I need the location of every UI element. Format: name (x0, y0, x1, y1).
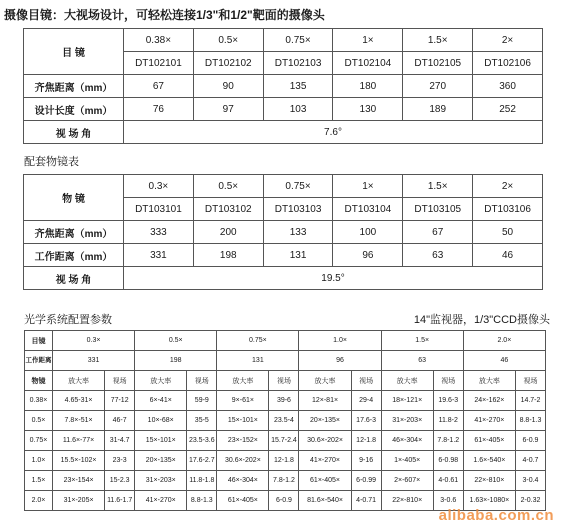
cell: 7.8×-51× (53, 411, 105, 431)
cell: 1× (333, 175, 403, 198)
cell: 1.5× (381, 331, 463, 351)
cell: 6×-41× (135, 391, 187, 411)
cell: 12-1.8 (269, 451, 299, 471)
eyepiece-table (23, 28, 543, 144)
cell: 6-0.99 (351, 471, 381, 491)
cell: 4-0.7 (515, 451, 545, 471)
cell: 35-5 (187, 411, 217, 431)
cell: 3-0.6 (433, 491, 463, 511)
cell: 4-0.61 (433, 471, 463, 491)
cell: 96 (333, 244, 403, 267)
cell: 1.6×-540× (463, 451, 515, 471)
cell: 270 (403, 75, 473, 98)
watermark: alibaba.com.cn (438, 507, 554, 524)
cell: 23.5-3.6 (187, 431, 217, 451)
cell: 0.38× (124, 29, 194, 52)
cell: 0.3× (53, 331, 135, 351)
config-table (24, 330, 546, 511)
cell: 333 (124, 221, 194, 244)
cell: 131 (217, 351, 299, 371)
cell: 81.6×-540× (299, 491, 351, 511)
cell: 46×-304× (217, 471, 269, 491)
cell: 7.8-1.2 (269, 471, 299, 491)
cell: 2× (473, 175, 543, 198)
col-header: 放大率 (217, 371, 269, 391)
col-header: 放大率 (463, 371, 515, 391)
cell: DT102104 (333, 52, 403, 75)
cell: 19.5° (124, 267, 543, 290)
cell: 41×-270× (135, 491, 187, 511)
row-label: 视 场 角 (24, 121, 124, 144)
cell: 1.5× (403, 175, 473, 198)
cell: 61×-405× (217, 491, 269, 511)
cell: 15.5×-102× (53, 451, 105, 471)
table-row (24, 267, 543, 290)
cell: 252 (473, 98, 543, 121)
cell: 41×-270× (299, 451, 351, 471)
row-label: 0.75× (25, 431, 53, 451)
cell: 100 (333, 221, 403, 244)
cell: 14.7-2 (515, 391, 545, 411)
cell: 133 (263, 221, 333, 244)
cell: 131 (263, 244, 333, 267)
table-row (24, 98, 543, 121)
cell: 2×-607× (381, 471, 433, 491)
cell: 6-0.9 (515, 431, 545, 451)
cell: DT103102 (193, 198, 263, 221)
row-label: 物 镜 (24, 175, 124, 221)
section1-title: 摄像目镜：大视场设计，可轻松连接1/3"和1/2"靶面的摄像头 (4, 8, 325, 22)
cell: 24×-162× (463, 391, 515, 411)
cell: 0.75× (217, 331, 299, 351)
cell: 11.6-1.7 (105, 491, 135, 511)
cell: DT102106 (473, 52, 543, 75)
cell: 0.3× (124, 175, 194, 198)
cell: 23-3 (105, 451, 135, 471)
cell: 11.8-2 (433, 411, 463, 431)
cell: 0.5× (135, 331, 217, 351)
cell: DT103105 (403, 198, 473, 221)
cell: 39-6 (269, 391, 299, 411)
table-row (24, 244, 543, 267)
cell: DT102103 (263, 52, 333, 75)
cell: 6-0.98 (433, 451, 463, 471)
cell: 3-0.4 (515, 471, 545, 491)
cell: 67 (124, 75, 194, 98)
table-row (25, 351, 546, 371)
cell: 2-0.32 (515, 491, 545, 511)
cell: 198 (135, 351, 217, 371)
cell: 11.8-1.8 (187, 471, 217, 491)
cell: 130 (333, 98, 403, 121)
cell: 20×-135× (135, 451, 187, 471)
col-header: 放大率 (381, 371, 433, 391)
cell: 8.8-1.3 (187, 491, 217, 511)
cell: 4-0.71 (351, 491, 381, 511)
row-label: 视 场 角 (24, 267, 124, 290)
cell: 9×-61× (217, 391, 269, 411)
table-row (25, 451, 546, 471)
cell: 46×-304× (381, 431, 433, 451)
cell: 9-16 (351, 451, 381, 471)
cell: DT102102 (193, 52, 263, 75)
cell: 50 (473, 221, 543, 244)
cell: 20×-135× (299, 411, 351, 431)
cell: 31×-203× (381, 411, 433, 431)
table-row (24, 221, 543, 244)
cell: DT102105 (403, 52, 473, 75)
col-header: 视场 (187, 371, 217, 391)
col-header: 放大率 (53, 371, 105, 391)
row-label: 目镜 (25, 331, 53, 351)
cell: 97 (193, 98, 263, 121)
cell: DT103106 (473, 198, 543, 221)
cell: DT103104 (333, 198, 403, 221)
cell: 17.6-2.7 (187, 451, 217, 471)
cell: 22×-810× (463, 471, 515, 491)
cell: 90 (193, 75, 263, 98)
objective-table (23, 174, 543, 290)
cell: 19.6-3 (433, 391, 463, 411)
cell: 76 (124, 98, 194, 121)
cell: 31×-203× (135, 471, 187, 491)
cell: 198 (193, 244, 263, 267)
cell: 331 (53, 351, 135, 371)
table-row (25, 411, 546, 431)
cell: 8.8-1.3 (515, 411, 545, 431)
section2-title: 配套物镜表 (24, 156, 79, 168)
cell: 200 (193, 221, 263, 244)
cell: 31×-205× (53, 491, 105, 511)
cell: 4.65-31× (53, 391, 105, 411)
col-header: 视场 (433, 371, 463, 391)
table-row (25, 391, 546, 411)
cell: 31-4.7 (105, 431, 135, 451)
table-row (25, 431, 546, 451)
table-row (24, 29, 543, 52)
cell: 189 (403, 98, 473, 121)
cell: 15.7-2.4 (269, 431, 299, 451)
cell: 7.8-1.2 (433, 431, 463, 451)
row-label: 0.38× (25, 391, 53, 411)
cell: 63 (403, 244, 473, 267)
cell: 96 (299, 351, 381, 371)
row-label: 齐焦距离（mm） (24, 221, 124, 244)
cell: 0.75× (263, 29, 333, 52)
cell: 0.75× (263, 175, 333, 198)
cell: 23.5-4 (269, 411, 299, 431)
cell: 61×-405× (463, 431, 515, 451)
cell: 360 (473, 75, 543, 98)
cell: 331 (124, 244, 194, 267)
row-label: 设计长度（mm） (24, 98, 124, 121)
cell: 1.5× (403, 29, 473, 52)
row-label: 工作距离 (25, 351, 53, 371)
section3-subtitle: 14"监视器，1/3"CCD摄像头 (413, 314, 550, 326)
cell: 1.63×-1080× (463, 491, 515, 511)
cell: 1.0× (299, 331, 381, 351)
config-table-body (25, 391, 546, 511)
cell: 77-12 (105, 391, 135, 411)
cell: 15-2.3 (105, 471, 135, 491)
row-label: 1.5× (25, 471, 53, 491)
section3-title: 光学系统配置参数 (24, 314, 112, 326)
cell: 23×-154× (53, 471, 105, 491)
cell: 17.6-3 (351, 411, 381, 431)
cell: 22×-810× (381, 491, 433, 511)
table-row (24, 175, 543, 198)
cell: 0.5× (193, 29, 263, 52)
cell: 29-4 (351, 391, 381, 411)
col-header: 视场 (269, 371, 299, 391)
cell: 180 (333, 75, 403, 98)
row-label: 1.0× (25, 451, 53, 471)
cell: 67 (403, 221, 473, 244)
cell: DT103103 (263, 198, 333, 221)
cell: 41×-270× (463, 411, 515, 431)
col-header: 视场 (105, 371, 135, 391)
table-row (24, 121, 543, 144)
col-header: 放大率 (135, 371, 187, 391)
cell: 6-0.9 (269, 491, 299, 511)
row-label: 工作距离（mm） (24, 244, 124, 267)
cell: 7.6° (124, 121, 543, 144)
cell: 23×-152× (217, 431, 269, 451)
cell: 59-9 (187, 391, 217, 411)
cell: 30.6×-202× (217, 451, 269, 471)
row-label: 2.0× (25, 491, 53, 511)
cell: 15×-101× (135, 431, 187, 451)
cell: 1×-405× (381, 451, 433, 471)
col-header: 视场 (351, 371, 381, 391)
cell: 103 (263, 98, 333, 121)
table-row (24, 75, 543, 98)
cell: 18×-121× (381, 391, 433, 411)
cell: 10×-68× (135, 411, 187, 431)
cell: DT102101 (124, 52, 194, 75)
cell: 12×-81× (299, 391, 351, 411)
col-header: 放大率 (299, 371, 351, 391)
row-label: 目 镜 (24, 29, 124, 75)
cell: 63 (381, 351, 463, 371)
cell: 0.5× (193, 175, 263, 198)
cell: 135 (263, 75, 333, 98)
col-header: 视场 (515, 371, 545, 391)
row-label: 物镜 (25, 371, 53, 391)
cell: 46 (473, 244, 543, 267)
cell: 1× (333, 29, 403, 52)
table-row (25, 471, 546, 491)
cell: 30.6×-202× (299, 431, 351, 451)
cell: 11.6×-77× (53, 431, 105, 451)
table-row (25, 371, 546, 391)
cell: 61×-405× (299, 471, 351, 491)
cell: 2× (473, 29, 543, 52)
cell: 46 (463, 351, 545, 371)
table-row (25, 331, 546, 351)
cell: 46-7 (105, 411, 135, 431)
cell: 12-1.8 (351, 431, 381, 451)
row-label: 齐焦距离（mm） (24, 75, 124, 98)
cell: DT103101 (124, 198, 194, 221)
row-label: 0.5× (25, 411, 53, 431)
cell: 2.0× (463, 331, 545, 351)
cell: 15×-101× (217, 411, 269, 431)
